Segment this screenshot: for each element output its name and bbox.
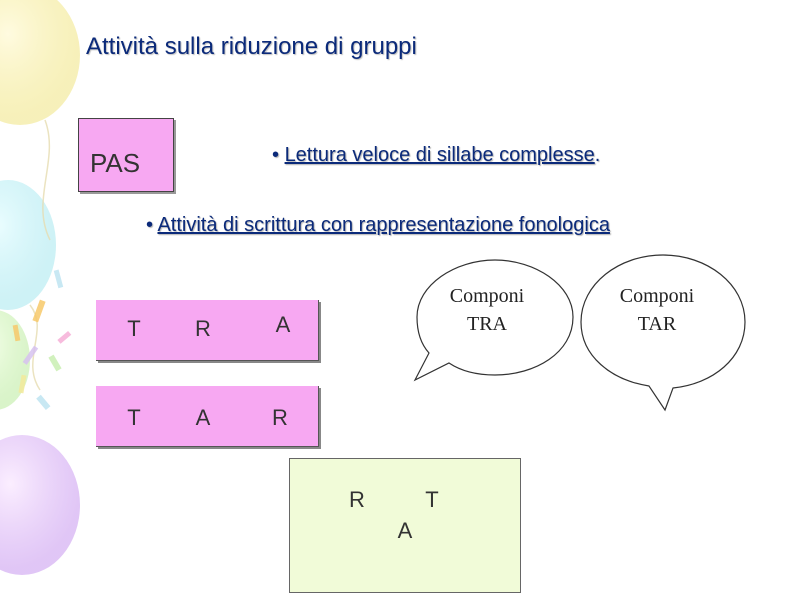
slide-title: Attività sulla riduzione di gruppi (86, 33, 417, 60)
bullet-reading-marker: • (272, 144, 285, 166)
grid-letter-2-2: A (195, 405, 211, 430)
bubble-left-text (432, 282, 542, 338)
scramble-letter-r: R (349, 487, 365, 512)
pas-label: PAS (90, 148, 141, 178)
grid-letter-1-3: A (275, 312, 291, 337)
grid-letter-1-1: T (127, 316, 141, 341)
bullet-reading (272, 144, 600, 167)
balloon-cyan (0, 180, 56, 310)
bullet-reading-suffix: . (594, 144, 601, 166)
scramble-letter-t: T (425, 487, 439, 512)
scramble-letter-a: A (397, 518, 413, 543)
grid-letter-1-2: R (195, 316, 211, 341)
balloon-purple (0, 435, 80, 575)
bubble-right-line1: Componi (619, 285, 695, 307)
bullet-reading-text: Lettura veloce di sillabe complesse (284, 144, 595, 166)
balloon-yellow (0, 0, 80, 125)
bullet-writing (146, 214, 610, 237)
grid-letter-2-3: R (272, 405, 288, 430)
grid-letter-2-1: T (127, 405, 141, 430)
bubble-left-line1: Componi (449, 285, 525, 307)
bubble-right-line2: TAR (637, 313, 677, 335)
bubble-right-text (602, 282, 712, 338)
bubble-left-line2: TRA (467, 313, 507, 335)
bullet-writing-text: Attività di scrittura con rappresentazione fonologica (157, 214, 610, 236)
bullet-writing-marker: • (146, 214, 158, 236)
